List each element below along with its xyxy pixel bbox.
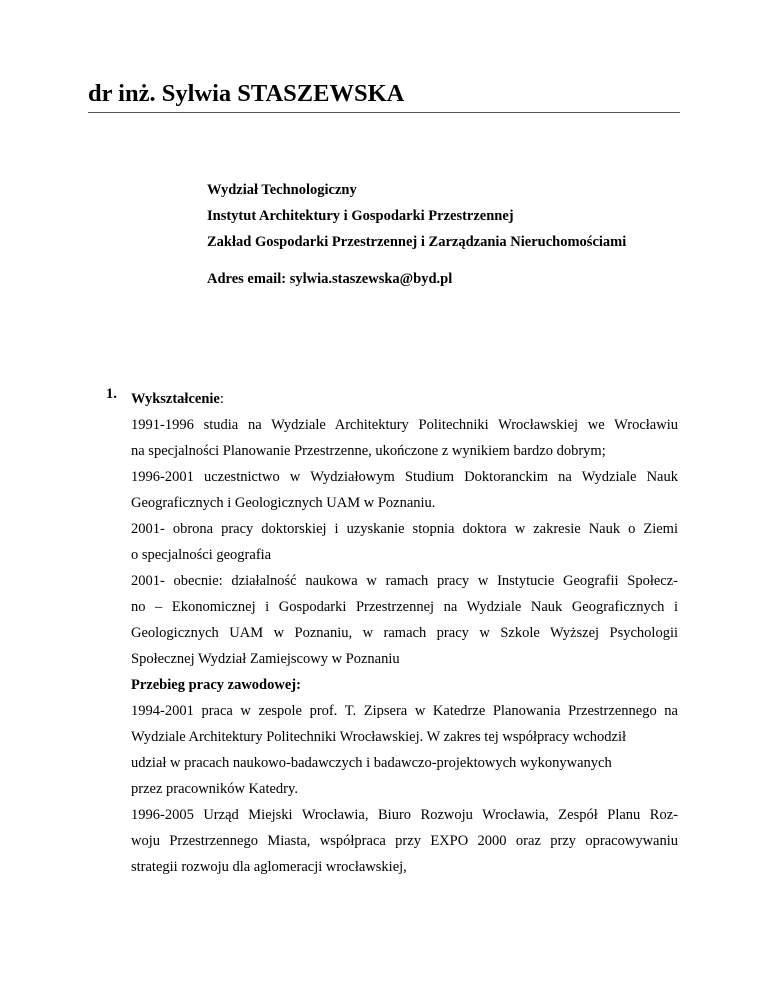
title-underline bbox=[88, 112, 680, 113]
text-line: 1996-2005 Urząd Miejski Wrocławia, Biuro Rozwoju Wrocławia, Zespół Planu Roz- bbox=[131, 807, 678, 823]
text-line: strategii rozwoju dla aglomeracji wrocławskiej, bbox=[131, 859, 407, 875]
text-line: 2001- obrona pracy doktorskiej i uzyskanie stopnia doktora w zakresie Nauk o Ziemi bbox=[131, 521, 678, 537]
section-heading-colon: : bbox=[219, 391, 224, 407]
text-line: Wydziale Architektury Politechniki Wrocławskiej. W zakres tej współpracy wchodził bbox=[131, 729, 627, 745]
text-line: 1996-2001 uczestnictwo w Wydziałowym Studium Doktoranckim na Wydziale Nauk bbox=[131, 469, 678, 485]
section-heading: Wykształcenie bbox=[131, 391, 220, 407]
text-line: 2001- obecnie: działalność naukowa w ramach pracy w Instytucie Geografii Społecz- bbox=[131, 573, 678, 589]
text-line: 1991-1996 studia na Wydziale Architektury Politechniki Wrocławskiej we Wrocławiu bbox=[131, 417, 678, 433]
text-line: udział w pracach naukowo-badawczych i badawczo-projektowych wykonywanych bbox=[131, 755, 612, 771]
section-number: 1. bbox=[106, 386, 117, 402]
email-address: Adres email: sylwia.staszewska@byd.pl bbox=[207, 271, 453, 287]
text-line: przez pracowników Katedry. bbox=[131, 781, 298, 797]
text-line: Społecznej Wydział Zamiejscowy w Poznaniu bbox=[131, 651, 400, 667]
text-line: Geograficznych i Geologicznych UAM w Poznaniu. bbox=[131, 495, 436, 511]
affiliation-block bbox=[207, 177, 626, 255]
text-line: na specjalności Planowanie Przestrzenne, ukończone z wynikiem bardzo dobrym; bbox=[131, 443, 606, 459]
institute-name: Instytut Architektury i Gospodarki Przestrzennej bbox=[207, 208, 514, 224]
subheading: Przebieg pracy zawodowej: bbox=[131, 677, 301, 693]
section-heading-line bbox=[131, 386, 678, 412]
text-line: no – Ekonomicznej i Gospodarki Przestrzennej na Wydziale Nauk Geograficznych i bbox=[131, 599, 678, 615]
faculty-name: Wydział Technologiczny bbox=[207, 182, 357, 198]
department-name: Zakład Gospodarki Przestrzennej i Zarządzania Nieruchomościami bbox=[207, 234, 627, 250]
text-line: o specjalności geografia bbox=[131, 547, 272, 563]
text-line: Geologicznych UAM w Poznaniu, w ramach pracy w Szkole Wyższej Psychologii bbox=[131, 625, 678, 641]
education-section bbox=[131, 386, 678, 880]
page-title: dr inż. Sylwia STASZEWSKA bbox=[88, 80, 405, 107]
text-line: woju Przestrzennego Miasta, współpraca przy EXPO 2000 oraz przy opracowywaniu bbox=[131, 833, 678, 849]
text-line: 1994-2001 praca w zespole prof. T. Zipsera w Katedrze Planowania Przestrzennego na bbox=[131, 703, 678, 719]
